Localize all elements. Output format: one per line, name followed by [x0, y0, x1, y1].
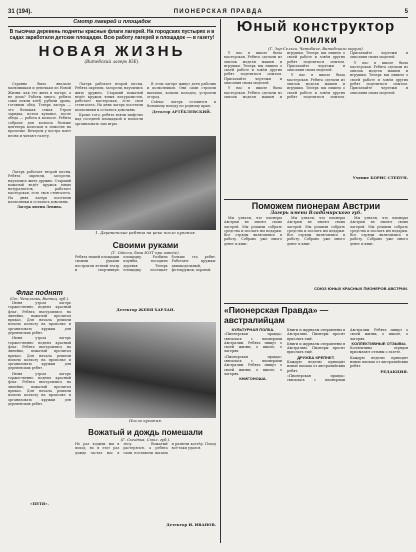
photo-river-children	[75, 136, 216, 230]
photo2-caption: После купания.	[128, 418, 163, 423]
banner-kicker: Смотр лагерей и площадок	[8, 19, 216, 27]
young-constructor-body	[224, 51, 408, 175]
own-hands-title: Своими руками	[112, 240, 179, 250]
radio-body-2: Книги и журналы отправлены в Австралию. Пионеры просят прислать ещё.	[287, 328, 345, 341]
radio-title: «Пионерская Правда» — австралийцам	[224, 306, 329, 325]
radio-article	[224, 306, 408, 542]
banner-subtitle: (Витебский лагерь ЮЕ).	[84, 59, 140, 64]
flag-body-text: Июня утром лагерь торжественно поднял красный флаг. Ребята выстроились на линейке, вожатый прочитал приказ. Для начала решили помочь колхозу на прополке и организовать кружки для деревенских ребят.	[8, 301, 71, 336]
rain-subtitle: (Г. Сычёвка, Смол. губ.).	[120, 437, 171, 442]
radio-body-3b: «Пионерская правда» связалась с пионерами Австралии. Ребята пишут о своей жизни, о школе, о лагерях.	[287, 328, 408, 383]
austria-text-1: Мы узнали, что пионеры Австрии не имеют своих лагерей. Мы решили собрать средства и послать им подарки. Все отряды включились в работу. Собрано уже много денег и книг.	[224, 216, 282, 246]
own-hands-body: Ребята нашей площадки своими руками построили летний театр и спортивную площадку. Разбили клумбы, посадили деревья. Теперь площадку посещает больше ста ребят. Работают кружки: авиамодельный, фотокружок, хоровой.	[75, 255, 216, 272]
rain-article	[75, 428, 216, 538]
new-life-continued: Лагерь работает второй месяц. Ребята окрепли, загорели, научились жить дружно. Старший вожатый ведёт кружок юных натуралистов, работает мастерская, есть своя стенгазета. На днях лагерь посетили колхозники и остались довольны.	[8, 170, 71, 205]
banner-lead: В тысячах деревень подняты красные флаги лагерей. На городских пустырях и в садах заработали детские площадки. Всю работу лагерей и площадок — в газету!	[9, 29, 215, 41]
page-header	[8, 7, 408, 18]
flag-article	[8, 290, 71, 535]
young-constructor-subtitle: Опилки	[294, 35, 338, 46]
radio-body-1b: «Пионерская правда» связалась с пионерами Австралии. Ребята пишут о своей жизни, о школе, о лагерях.	[224, 354, 282, 376]
banner-title: НОВАЯ ЖИЗНЬ	[38, 43, 186, 60]
austria-article	[224, 201, 408, 301]
radio-body-3: Каждую неделю приходят новые письма от австралийских ребят.	[287, 360, 345, 373]
flag-subtitle: (Ст. Чечельник, Винниц. губ.).	[9, 297, 70, 301]
yc-text-3: У нас в школе была мастерская. Ребята сделали из опилок модели машин и игрушки. Теперь мы пишем о своей работе и зовём других ребят поделиться опытом. Присылайте чертежи и описания своих моделей.	[287, 51, 408, 99]
rain-body: Не раз ходили мы в поход, но в этот раз дождь застал нас в лесу. Вожатый растерялся, а ребята сами поставили шалаш и развели костёр. Поход всё-таки удался.	[75, 442, 216, 455]
new-life-body-2: Лагерь работает второй месяц. Ребята окрепли, загорели, научились жить дружно. Старший вожатый ведёт кружок юных натуралистов, работает мастерская, есть своя стенгазета. На днях лагерь посетили колхозники и остались довольны.	[75, 82, 143, 112]
rain-title: Вожатый и дождь помешали	[88, 428, 203, 437]
photo1-caption: 1. Деревенские ребята на реке после купания.	[95, 230, 196, 235]
new-life-column-2	[75, 82, 143, 134]
own-hands-article	[75, 240, 216, 320]
rain-signature: Детектор И. ИВАНОВ.	[166, 522, 216, 527]
austria-text-3: Мы узнали, что пионеры Австрии не имеют своих лагерей. Мы решили собрать средства и послать им подарки. Все отряды включились в работу. Собрано уже много денег и книг.	[350, 216, 408, 246]
banner	[8, 19, 216, 79]
radio-section-4: КОЛЛЕКТИВНЫЕ ОТЗЫВЫ.	[351, 340, 407, 346]
austria-body	[224, 216, 408, 286]
yc-text-4: У нас в школе была мастерская. Ребята сделали из опилок модели машин и игрушки. Теперь мы пишем о своей работе и зовём других ребят поделиться опытом. Присылайте чертежи и описания своих моделей.	[350, 60, 408, 95]
flag-signature: «ПЕТЯ».	[30, 501, 49, 506]
austria-text-2: Мы узнали, что пионеры Австрии не имеют своих лагерей. Мы решили собрать средства и послать им подарки. Все отряды включились в работу. Собрано уже много денег и книг.	[287, 216, 345, 246]
own-hands-signature: Детектор ЖЕНЯ ХАРЛАН.	[116, 307, 175, 312]
photo-after-bathing	[75, 322, 216, 418]
flag-body-text-3: Июня утром лагерь торжественно поднял красный флаг. Ребята выстроились на линейке, вожатый прочитал приказ. Для начала решили помочь колхозу на прополке и организовать кружки для деревенских ребят.	[8, 371, 71, 406]
radio-body	[224, 328, 408, 542]
new-life-body-3: Кроме того, ребята взяли шефство над соседней площадкой и помогли организовать там игры.	[75, 113, 143, 126]
flag-title: Флаг поднят	[16, 290, 63, 297]
yc-text-2: У нас в школе была мастерская. Ребята сделали из опилок модели машин и игрушки. Теперь мы пишем о своей работе и зовём других ребят поделиться опытом. Присылайте чертежи и описания своих моделей.	[224, 51, 345, 99]
middle-body-1: В этом лагере живут дети рабочих и колхозников. Они сами строили шалаши, копали колодец, устроили огород.	[147, 82, 216, 99]
middle-body-2: Сейчас лагерь готовится к большому походу по родному краю.	[147, 100, 216, 109]
middle-signature: Детктор АРТЁБЛЕВСКИЙ.	[151, 108, 212, 114]
new-life-signature: Лагерь имени Ленина.	[16, 205, 63, 210]
radio-body-4b: Каждую неделю приходят новые письма от австралийских ребят.	[350, 355, 408, 369]
new-life-column-3	[8, 170, 71, 288]
young-constructor-title: Юный конструктор	[236, 19, 396, 35]
new-life-body-1: Странно было вначале мальчишкам и девочкам из Новой Жизни: как это жить в лагере, а не дома? Работы много, ребята сами пекли хлеб, рубили дрова, готовили обед. Теперь лагерь — это большая семья. Утром зарядка, потом купанье, после обеда — работа в колхозе. Ребята собрали для колхоза больше центнера колосков и помогли на прополке. Вечером у костра поют песни и читают газету.	[8, 82, 71, 138]
divider-radio	[224, 303, 408, 304]
flag-body-text-2: Июня утром лагерь торжественно поднял красный флаг. Ребята выстроились на линейке, вожатый прочитал приказ. Для начала решили помочь колхозу на прополке и организовать кружки для деревенских ребят.	[8, 336, 71, 371]
radio-section-2: КНИГОНОША.	[239, 376, 267, 382]
masthead: ПИОНЕРСКАЯ ПРАВДА	[173, 9, 263, 15]
young-constructor-place: (Г. Зор-Сельсо, Чатобиче, Витебского округа).	[268, 46, 364, 51]
own-hands-subtitle: (Г. Одесса, база ЮЗТ при заводе).	[111, 250, 180, 255]
austria-title: Поможем пионерам Австрии	[251, 201, 381, 211]
radio-section-3: ДРУЖБА КРЕПНЕТ.	[297, 354, 335, 360]
issue-number: 31 (194).	[8, 9, 33, 15]
radio-body-2b: Книги и журналы отправлены в Австралию. Пионеры просят прислать ещё.	[287, 341, 345, 355]
radio-body-4: Коллективы отрядов присылают отзывы о газете.	[350, 346, 408, 355]
divider-austria	[224, 199, 408, 200]
yc-text-1: У нас в школе была мастерская. Ребята сделали из опилок модели машин и игрушки. Теперь мы пишем о своей работе и зовём других ребят поделиться опытом. Присылайте чертежи и описания своих моделей.	[224, 51, 282, 86]
flag-body	[8, 301, 71, 501]
middle-column	[147, 82, 216, 134]
austria-subtitle: Лагерь имени Владимирского губ.	[270, 211, 362, 216]
austria-closing: СОЮЗ ЮНЫХ КРАСНЫХ ПИОНЕРОВ АВСТРИИ.	[314, 286, 408, 291]
radio-body-1: «Пионерская правда» связалась с пионерами Австралии. Ребята пишут о своей жизни, о школе, о лагерях.	[224, 332, 282, 354]
young-constructor-article	[224, 19, 408, 197]
young-constructor-signature: Учение БОРИС СТЕПУН.	[352, 175, 408, 180]
new-life-column-1	[8, 82, 71, 168]
page-number: 5	[404, 9, 408, 15]
radio-section-1: КУЛЬТУРНАЯ ПОЛКА.	[231, 328, 275, 332]
radio-signature: РЕДАКЦИЯ.	[380, 368, 408, 374]
column-divider	[220, 19, 221, 543]
